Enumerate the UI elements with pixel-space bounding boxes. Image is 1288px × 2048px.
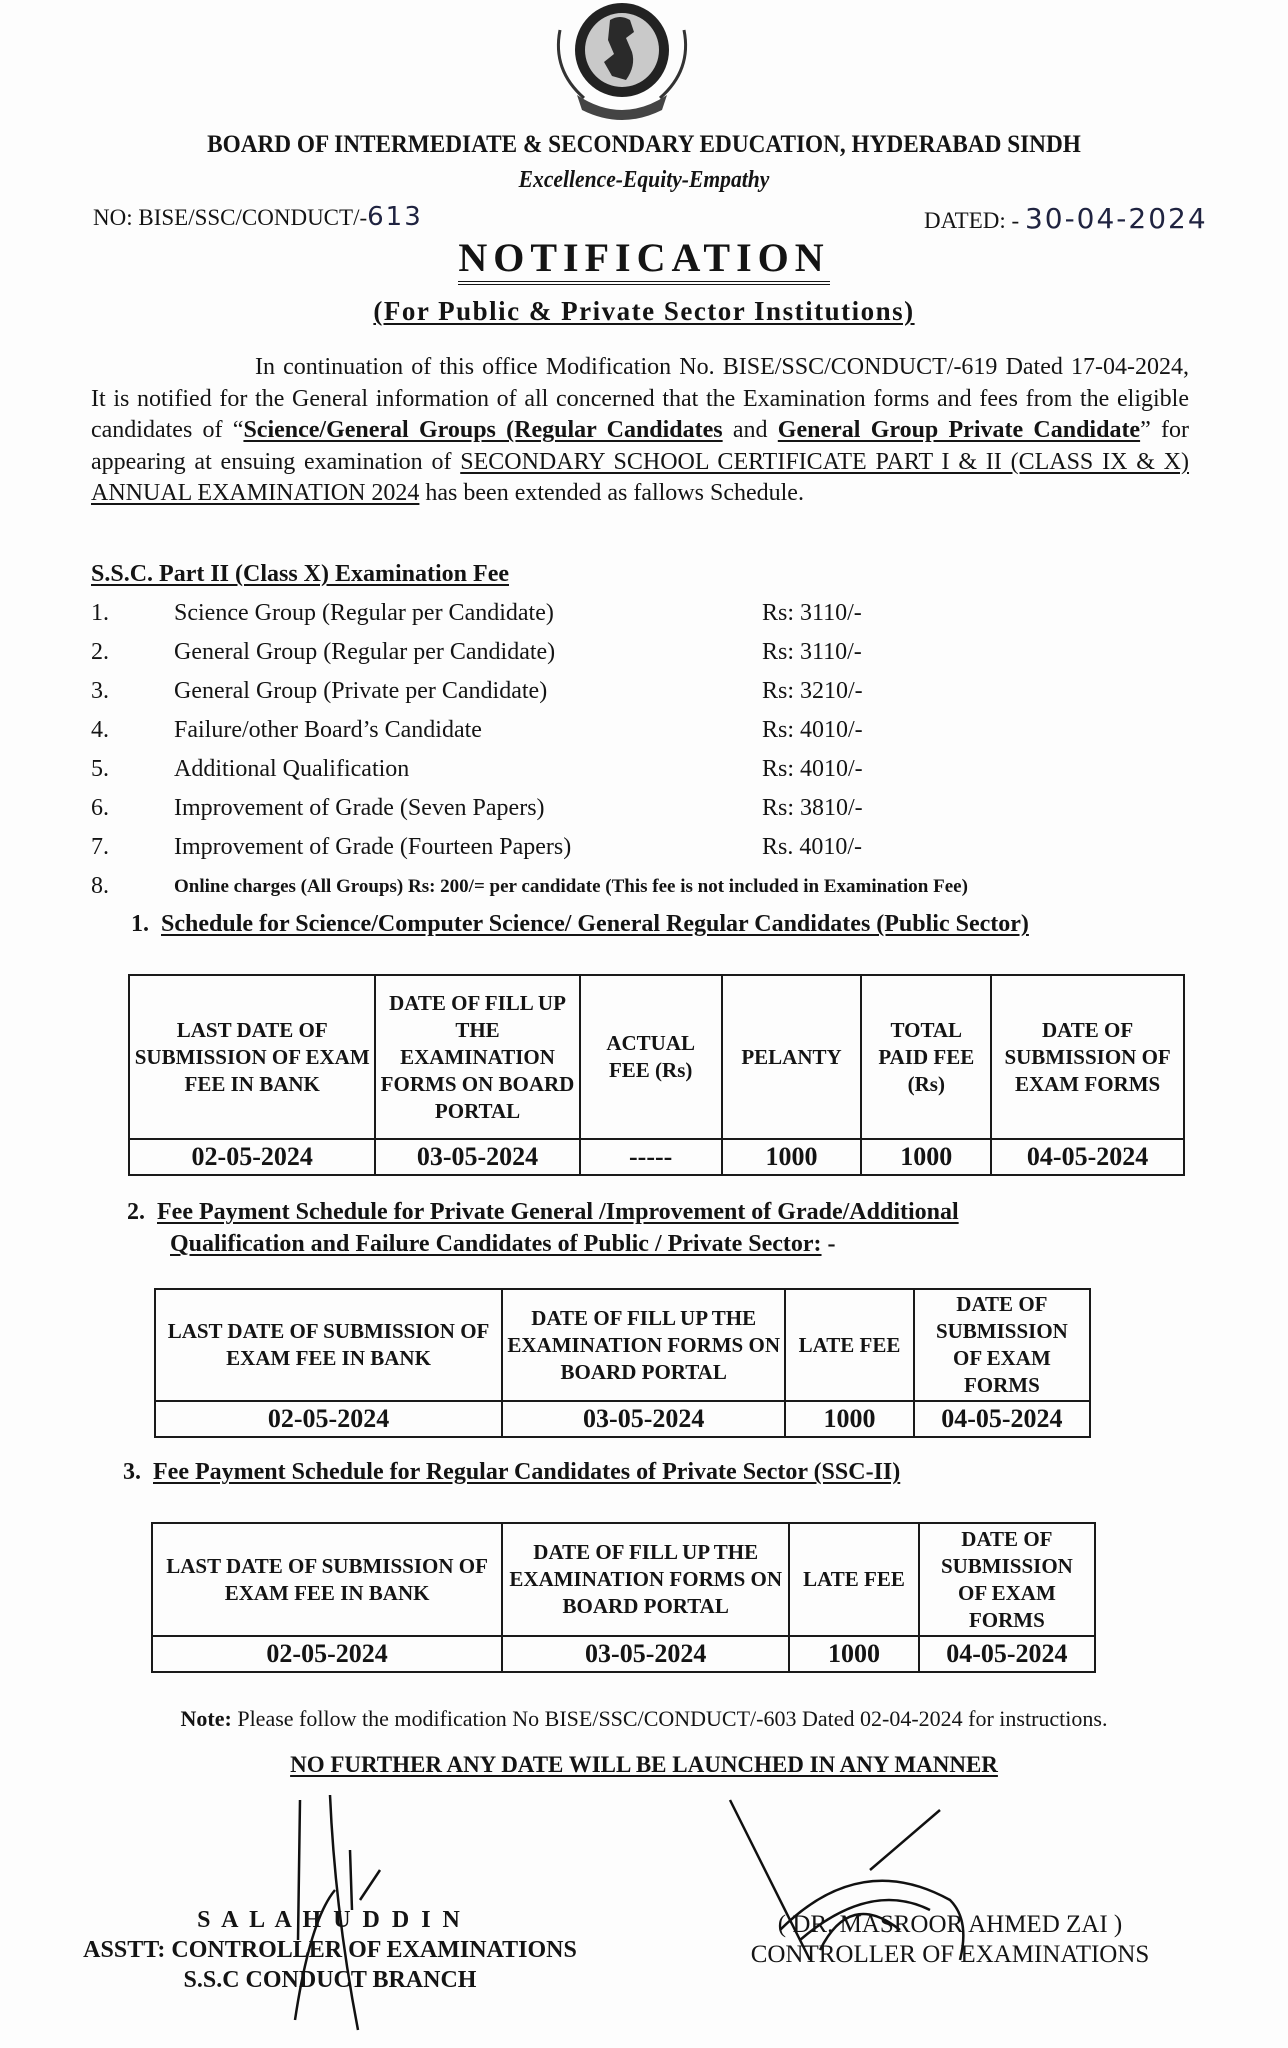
reference-prefix: NO: BISE/SSC/CONDUCT/- <box>93 205 368 230</box>
underlined-private: General Group Private Candidate <box>777 417 1141 443</box>
fee-item: 4. Failure/other Board’s Candidate Rs: 4010/- <box>91 717 863 743</box>
dated-label: DATED: - <box>924 208 1020 233</box>
signatory-right <box>690 1910 1210 1970</box>
signatory-right-title: CONTROLLER OF EXAMINATIONS <box>750 1941 1150 1968</box>
board-name: BOARD OF INTERMEDIATE & SECONDARY EDUCATION, HYDERABAD SINDH <box>207 131 1081 158</box>
signatory-left-name: S A L A H U D D I N <box>197 1907 463 1933</box>
fee-item: 2. General Group (Regular per Candidate) Rs: 3110/- <box>91 639 862 665</box>
signatory-left-title: ASSTT: CONTROLLER OF EXAMINATIONS <box>83 1937 577 1963</box>
schedule-3-table: LAST DATE OF SUBMISSION OF EXAM FEE IN BANK DATE OF FILL UP THE EXAMINATION FORMS ON BOARD PORTAL LATE FEE DATE OF SUBMISSION OF EXAM FORMS 02-05-2024 03-05-2024 1000 04-05-2024 <box>151 1522 1096 1673</box>
tagline: Excellence-Equity-Empathy <box>518 167 770 193</box>
notification-body: In continuation of this office Modification No. BISE/SSC/CONDUCT/-619 Dated 17-04-2024, It is notified for the General information of all concerned that the Examination forms and fees from the eligible candidates of “Science/General Groups (Regular Candidates and General Group Private Candidate” for appearing at ensuing examination of SECONDARY SCHOOL CERTIFICATE PART I & II (CLASS IX & X) ANNUAL EXAMINATION 2024 has been extended as fallows Schedule. <box>91 354 1190 506</box>
table-row: 02-05-2024 03-05-2024 1000 04-05-2024 <box>155 1401 1090 1437</box>
footer-note: Note: Please follow the modification No BISE/SSC/CONDUCT/-603 Dated 02-04-2024 for instructions. <box>180 1706 1108 1731</box>
reference-number-handwritten: 613 <box>367 202 423 232</box>
notification-title: NOTIFICATION <box>0 234 1288 281</box>
table-row: 02-05-2024 03-05-2024 ----- 1000 1000 04-05-2024 <box>129 1139 1184 1175</box>
signatory-right-name: ( DR. MASROOR AHMED ZAI ) <box>777 1911 1123 1938</box>
fee-item: 5. Additional Qualification Rs: 4010/- <box>91 756 863 782</box>
dated-line <box>924 202 1208 235</box>
signatory-left-branch: S.S.C CONDUCT BRANCH <box>183 1967 477 1993</box>
fee-item: 7. Improvement of Grade (Fourteen Papers) Rs. 4010/- <box>91 834 863 860</box>
signatory-left <box>40 1905 620 1995</box>
table-row: 02-05-2024 03-05-2024 1000 04-05-2024 <box>152 1636 1095 1672</box>
fee-item: 6. Improvement of Grade (Seven Papers) Rs: 3810/- <box>91 795 863 821</box>
fee-heading: S.S.C. Part II (Class X) Examination Fee <box>91 561 509 587</box>
schedule-2-heading: 2. Fee Payment Schedule for Private General /Improvement of Grade/Additional Qualification and Failure Candidates of Public / Private Sector: - <box>127 1199 959 1257</box>
schedule-1-heading: 1. Schedule for Science/Computer Science/ General Regular Candidates (Public Sector) <box>131 911 1029 937</box>
fee-item-online-charges: 8. Online charges (All Groups) Rs: 200/= per candidate (This fee is not included in Examination Fee) <box>91 873 968 899</box>
fee-item: 1. Science Group (Regular per Candidate) Rs: 3110/- <box>91 600 862 626</box>
notification-subtitle: (For Public & Private Sector Institutions) <box>373 296 915 326</box>
reference-number <box>93 202 423 232</box>
schedule-1-table: LAST DATE OF SUBMISSION OF EXAM FEE IN BANK DATE OF FILL UP THE EXAMINATION FORMS ON BOARD PORTAL ACTUAL FEE (Rs) PELANTY TOTAL PAID FEE (Rs) DATE OF SUBMISSION OF EXAM FORMS 02-05-2024 03-05-2024 ----- 1000 1000 04-05-2024 <box>128 974 1185 1176</box>
no-further-date-warning: NO FURTHER ANY DATE WILL BE LAUNCHED IN ANY MANNER <box>290 1752 998 1777</box>
fee-item: 3. General Group (Private per Candidate) Rs: 3210/- <box>91 678 863 704</box>
underlined-exam: SECONDARY SCHOOL CERTIFICATE PART I & II (CLASS IX & X) ANNUAL EXAMINATION 2024 <box>91 448 1190 506</box>
schedule-3-heading: 3. Fee Payment Schedule for Regular Candidates of Private Sector (SSC-II) <box>123 1459 901 1485</box>
date-handwritten: 30-04-2024 <box>1024 202 1208 235</box>
board-crest-logo <box>522 0 722 120</box>
schedule-2-table: LAST DATE OF SUBMISSION OF EXAM FEE IN BANK DATE OF FILL UP THE EXAMINATION FORMS ON BOARD PORTAL LATE FEE DATE OF SUBMISSION OF EXAM FORMS 02-05-2024 03-05-2024 1000 04-05-2024 <box>154 1288 1091 1438</box>
underlined-groups: Science/General Groups (Regular Candidates <box>243 417 723 443</box>
